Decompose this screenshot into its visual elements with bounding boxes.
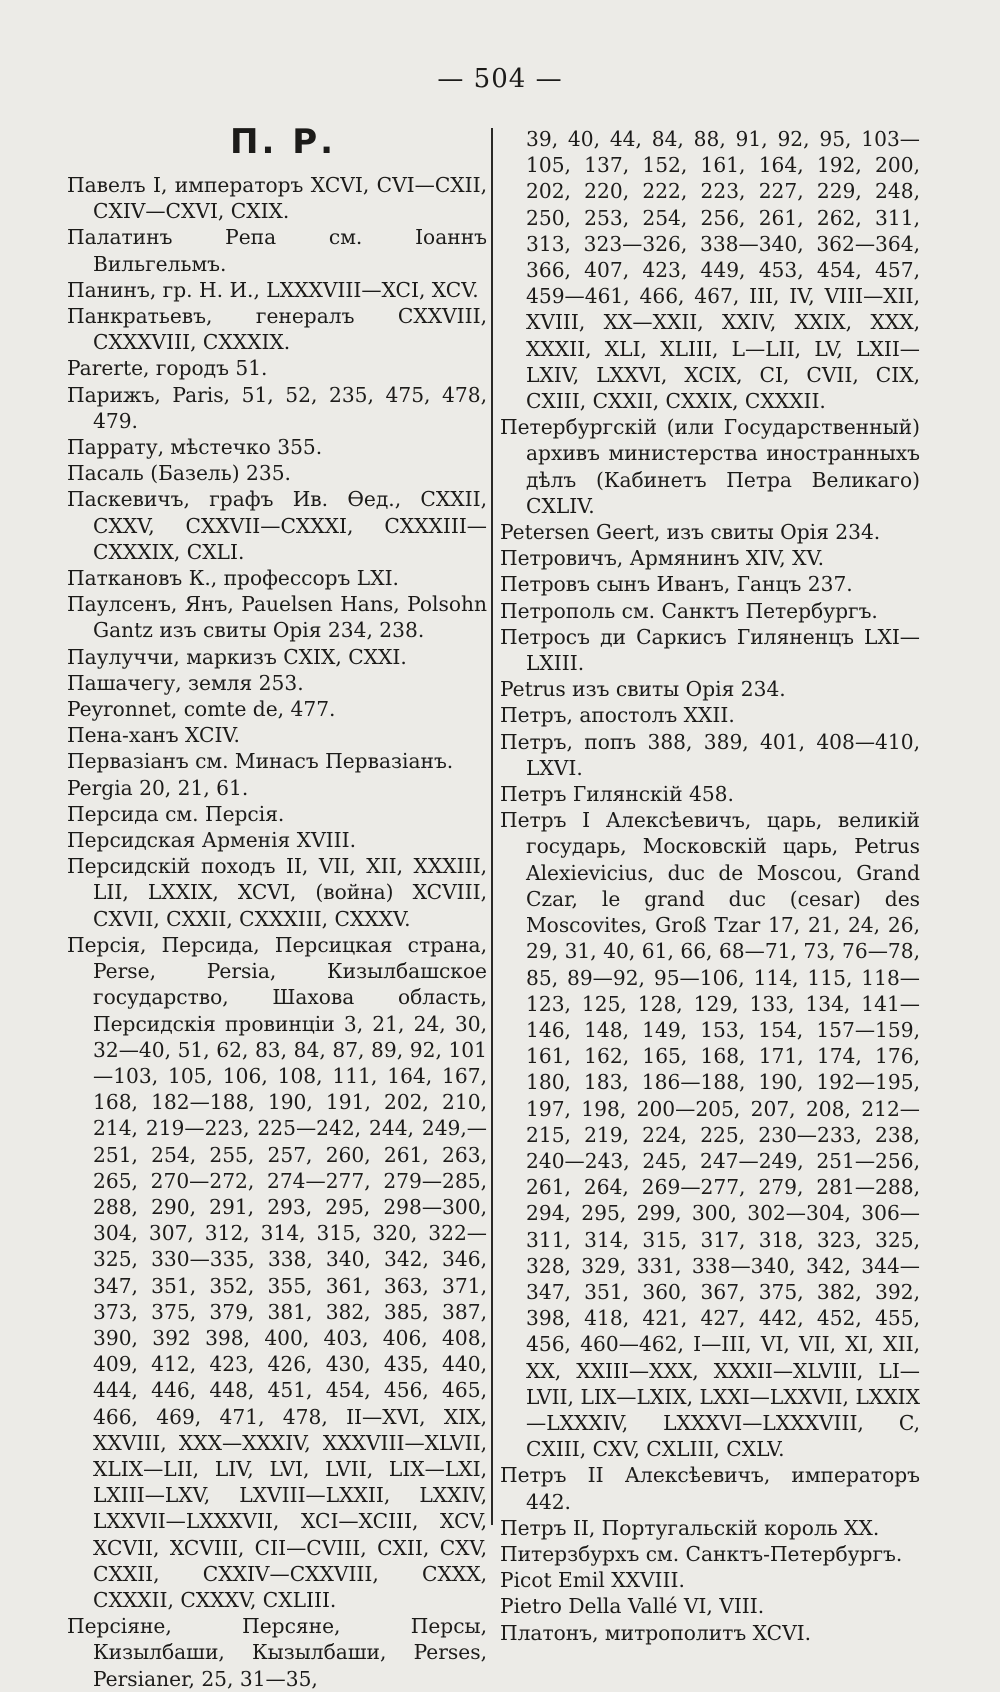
index-entry: Petersen Geert, изъ свиты Орія 234.: [500, 520, 881, 545]
section-heading: П. Р.: [230, 122, 337, 162]
index-entry: Питерзбурхъ см. Санктъ-Петербургъ.: [500, 1541, 903, 1566]
index-entry: Picot Emil XXVIII.: [500, 1568, 685, 1593]
index-entry: Павелъ I, императоръ XCVI, CVI—CXII, CXIV—CXVI, CXIX.: [67, 173, 487, 224]
index-entry: Первазіанъ см. Минасъ Первазіанъ.: [67, 749, 454, 774]
index-entry: Петръ, попъ 388, 389, 401, 408—410, LXVI.: [500, 729, 920, 780]
index-entry: Пашачегу, земля 253.: [67, 670, 304, 695]
index-entry: Петръ I Алексѣевичъ, царь, великій государь, Московскій царь, Petrus Alexievicius, duc de Moscou, Grand Czar, le grand duc (cesar) des Moscovites, Groß Tzar 17, 21, 24, 26, 29, 31, 40, 61, 66, 68—71, 73, 76—78, 85, 89—92, 95—106, 114, 115, 118—123, 125, 128, 129, 133, 134, 141—146, 148, 149, 153, 154, 157—159, 161, 162, 165, 168, 171, 174, 176, 180, 183, 186—188, 190, 192—195, 197, 198, 200—205, 207, 208, 212—215, 219, 224, 225, 230—233, 238, 240—243, 245, 247—249, 251—256, 261, 264, 269—277, 279, 281—288, 294, 295, 299, 300, 302—304, 306—311, 314, 315, 317, 318, 323, 325, 328, 329, 331, 338—340, 342, 344—347, 351, 360, 367, 375, 382, 392, 398, 418, 421, 427, 442, 452, 455, 456, 460—462, I—III, VI, VII, XI, XII, XX, XXIII—XXX, XXXII—XLVIII, LI—LVII, LIX—LXIX, LXXI—LXXVII, LXXIX—LXXXIV, LXXXVI—LXXXVIII, C, CXIII, CXV, CXLIII, CXLV.: [500, 808, 920, 1462]
index-entry: Pergia 20, 21, 61.: [67, 775, 249, 800]
index-entry: Петръ II Алексѣевичъ, императоръ 442.: [500, 1463, 920, 1514]
column-divider: [491, 128, 493, 1525]
index-entry: Паскевичъ, графъ Ив. Ѳед., CXXII, CXXV, CXXVII—CXXXI, CXXXIII—CXXXIX, CXLI.: [67, 487, 487, 564]
index-entry: Палатинъ Репа см. Іоаннъ Вильгельмъ.: [67, 225, 487, 276]
index-entry: Паткановъ К., профессоръ LXI.: [67, 566, 399, 591]
index-entry: Паррату, мѣстечко 355.: [67, 435, 323, 460]
index-entry: Pietro Della Vallé VI, VIII.: [500, 1594, 765, 1619]
index-entry: Панинъ, гр. Н. И., LXXXVIII—XCI, XCV.: [67, 277, 479, 302]
index-entry: Петербургскій (или Государственный) архивъ министерства иностранныхъ дѣлъ (Кабинетъ Петра Великаго) CXLIV.: [500, 415, 920, 518]
index-entry: Платонъ, митрополитъ XCVI.: [500, 1620, 812, 1645]
index-entry: Parerte, городъ 51.: [67, 356, 268, 381]
index-column-right: [500, 126, 920, 1646]
index-entry: Персіяне, Персяне, Персы, Кизылбаши, Кызылбаши, Perses, Persianer, 25, 31—35,: [67, 1614, 487, 1691]
index-entry: Петровъ сынъ Иванъ, Ганцъ 237.: [500, 572, 853, 597]
index-entry: Паулсенъ, Янъ, Pauelsen Hans, Polsohn Gantz изъ свиты Орія 234, 238.: [67, 592, 487, 643]
index-entry: Petrus изъ свиты Орія 234.: [500, 677, 786, 702]
index-entry: Паулуччи, маркизъ CXIX, CXXI.: [67, 644, 407, 669]
index-entry: Пасаль (Базель) 235.: [67, 461, 291, 486]
index-entry: Петрополь см. Санктъ Петербургъ.: [500, 598, 878, 623]
index-entry-continuation: 39, 40, 44, 84, 88, 91, 92, 95, 103—105, 137, 152, 161, 164, 192, 200, 202, 220, 222, 223, 227, 229, 248, 250, 253, 254, 256, 261, 262, 311, 313, 323—326, 338—340, 362—364, 366, 407, 423, 449, 453, 454, 457, 459—461, 466, 467, III, IV, VIII—XII, XVIII, XX—XXII, XXIV, XXIX, XXX, XXXII, XLI, XLIII, L—LII, LV, LXII—LXIV, LXXVI, XCIX, CI, CVII, CIX, CXIII, CXXII, CXXIX, CXXXII.: [526, 127, 920, 414]
index-entry: Петровичъ, Армянинъ XIV, XV.: [500, 546, 824, 571]
page-number: — 504 —: [437, 64, 563, 94]
index-entry: Peyronnet, comte de, 477.: [67, 697, 336, 722]
index-entry: Петръ II, Португальскій король XX.: [500, 1515, 880, 1540]
index-column-left: [67, 172, 487, 1692]
index-entry: Персидская Арменія XVIII.: [67, 828, 356, 853]
index-entry: Персія, Персида, Персицкая страна, Perse, Persia, Кизылбашское государство, Шахова область, Персидскія провинціи 3, 21, 24, 30, 32—40, 51, 62, 83, 84, 87, 89, 92, 101—103, 105, 106, 108, 111, 164, 167, 168, 182—188, 190, 191, 202, 210, 214, 219—223, 225—242, 244, 249,—251, 254, 255, 257, 260, 261, 263, 265, 270—272, 274—277, 279—285, 288, 290, 291, 293, 295, 298—300, 304, 307, 312, 314, 315, 320, 322—325, 330—335, 338, 340, 342, 346, 347, 351, 352, 355, 361, 363, 371, 373, 375, 379, 381, 382, 385, 387, 390, 392 398, 400, 403, 406, 408, 409, 412, 423, 426, 430, 435, 440, 444, 446, 448, 451, 454, 456, 465, 466, 469, 471, 478, II—XVI, XIX, XXVIII, XXX—XXXIV, XXXVIII—XLVII, XLIX—LII, LIV, LVI, LVII, LIX—LXI, LXIII—LXV, LXVIII—LXXII, LXXIV, LXXVII—LXXXVII, XCI—XCIII, XCV, XCVII, XCVIII, CII—CVIII, CXII, CXV, CXXII, CXXIV—CXXVIII, CXXX, CXXXII, CXXXV, CXLIII.: [67, 932, 487, 1612]
index-entry: Пена-ханъ XCIV.: [67, 723, 240, 748]
index-entry: Петръ Гилянскій 458.: [500, 782, 734, 807]
index-entry: Персидскій походъ II, VII, XII, XXXIII, LII, LXXIX, XCVI, (война) XCVIII, CXVII, CXXII, CXXXIII, CXXXV.: [67, 854, 487, 931]
index-entry: Персида см. Персія.: [67, 801, 285, 826]
index-entry: Парижъ, Paris, 51, 52, 235, 475, 478, 479.: [67, 382, 487, 433]
index-entry: Панкратьевъ, генералъ CXXVIII, CXXXVIII, CXXXIX.: [67, 304, 487, 355]
index-entry: Петръ, апостолъ XXII.: [500, 703, 735, 728]
index-entry: Петросъ ди Саркисъ Гиляненцъ LXI—LXIII.: [500, 624, 920, 676]
